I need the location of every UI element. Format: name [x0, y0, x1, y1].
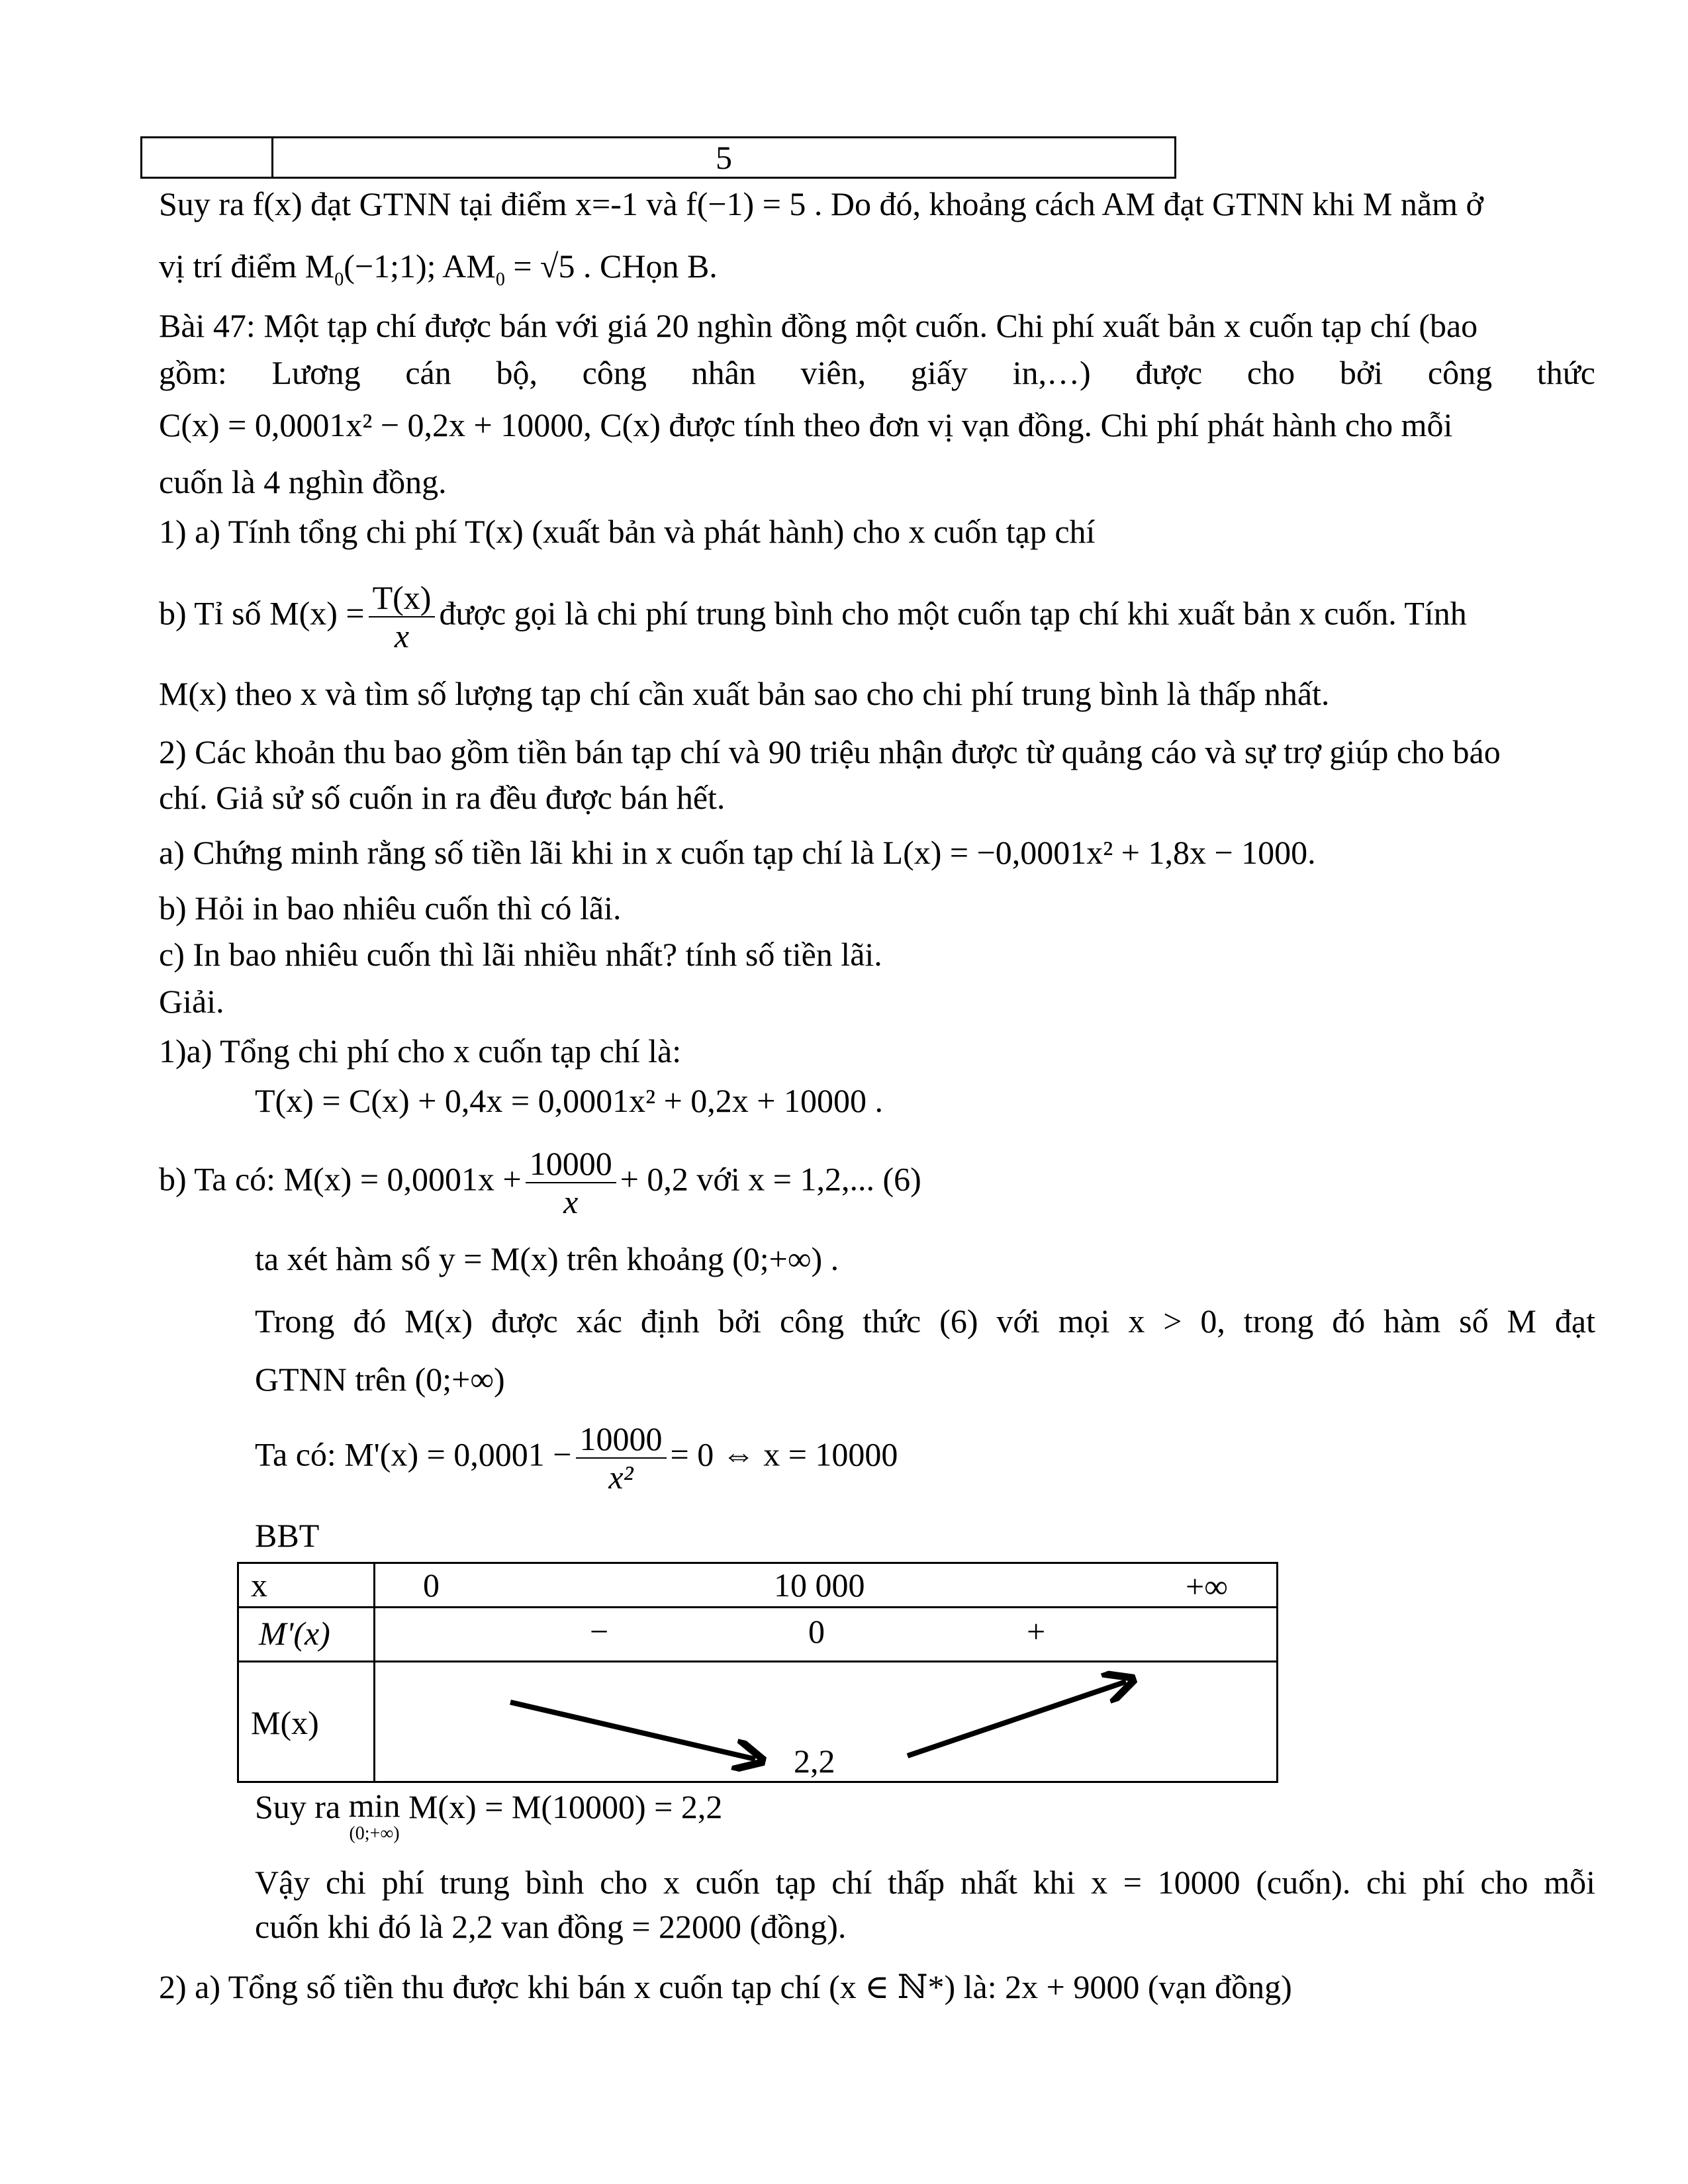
- derivative-sign: −: [590, 1613, 609, 1650]
- fraction: [526, 1145, 616, 1220]
- variation-table: [237, 1562, 1278, 1783]
- denominator: x²: [608, 1459, 633, 1496]
- text: b) Tỉ số M(x) =: [159, 594, 365, 632]
- text-line: Trong đó M(x) được xác định bởi công thức (6) với mọi x > 0, trong đó hàm số M đạt: [255, 1302, 1595, 1340]
- text-line: 2) a) Tổng số tiền thu được khi bán x cuốn tạp chí (x ∈ ℕ*) là: 2x + 9000 (vạn đồng): [159, 1968, 1292, 2005]
- decreasing-arrow: [510, 1702, 755, 1759]
- text-line: Vậy chi phí trung bình cho x cuốn tạp chí thấp nhất khi x = 10000 (cuốn). chi phí cho mỗi: [255, 1864, 1595, 1901]
- text: + 0,2 với x = 1,2,... (6): [620, 1160, 921, 1198]
- text-line: c) In bao nhiêu cuốn thì lãi nhiều nhất? tính số tiền lãi.: [159, 936, 882, 973]
- row-label-function: M(x): [251, 1704, 319, 1741]
- numerator: 10000: [576, 1420, 667, 1459]
- text-line: Giải.: [159, 983, 224, 1020]
- text-line: GTNN trên (0;+∞): [255, 1361, 505, 1398]
- text: vị trí điểm M: [159, 248, 335, 285]
- min-value: 2,2: [794, 1743, 835, 1780]
- formula-line: [255, 1787, 722, 1844]
- text: = √5 . CHọn B.: [504, 248, 718, 285]
- numerator: 10000: [526, 1145, 616, 1183]
- variation-arrows: [239, 1564, 1280, 1785]
- text: b) Ta có: M(x) = 0,0001x +: [159, 1160, 522, 1198]
- text-line: Bài 47: Một tạp chí được bán với giá 20 nghìn đồng một cuốn. Chi phí xuất bản x cuốn tạp chí (bao: [159, 307, 1478, 344]
- text-line: 1) a) Tính tổng chi phí T(x) (xuất bản và phát hành) cho x cuốn tạp chí: [159, 513, 1096, 550]
- text-line: gồm: Lương cán bộ, công nhân viên, giấy in,…) được cho bởi công thức: [159, 354, 1595, 391]
- text: = 0 ⇔ x = 10000: [670, 1435, 898, 1473]
- text-line: cuốn là 4 nghìn đồng.: [159, 463, 447, 500]
- text: được gọi là chi phí trung bình cho một cuốn tạp chí khi xuất bản x cuốn. Tính: [439, 594, 1467, 632]
- text-line: cuốn khi đó là 2,2 van đồng = 22000 (đồng).: [255, 1908, 847, 1945]
- x-value: 0: [423, 1567, 440, 1604]
- table-cell-value: 5: [273, 138, 1176, 178]
- derivative-zero: 0: [808, 1613, 825, 1650]
- text: M(x) = M(10000) = 2,2: [408, 1788, 723, 1825]
- fraction: [369, 579, 436, 655]
- text-line: a) Chứng minh rằng số tiền lãi khi in x cuốn tạp chí là L(x) = −0,0001x² + 1,8x − 1000.: [159, 834, 1316, 871]
- text-line: C(x) = 0,0001x² − 0,2x + 10000, C(x) được tính theo đơn vị vạn đồng. Chi phí phát hành cho mỗi: [159, 406, 1453, 443]
- text-line: Suy ra f(x) đạt GTNN tại điểm x=-1 và f(−1) = 5 . Do đó, khoảng cách AM đạt GTNN khi M nằm ở: [159, 185, 1483, 222]
- text-line: M(x) theo x và tìm số lượng tạp chí cần xuất bản sao cho chi phí trung bình là thấp nhất.: [159, 675, 1330, 712]
- row-label-x: x: [251, 1567, 267, 1604]
- heading-bbt: BBT: [255, 1517, 320, 1554]
- text: Ta có: M'(x) = 0,0001 −: [255, 1435, 572, 1473]
- text-line: [159, 579, 1467, 655]
- text-line: chí. Giả sử số cuốn in ra đều được bán hết.: [159, 779, 726, 816]
- formula-line: T(x) = C(x) + 0,4x = 0,0001x² + 0,2x + 10000 .: [255, 1082, 883, 1119]
- increasing-arrow: [908, 1682, 1126, 1756]
- min-domain: (0;+∞): [349, 1823, 400, 1844]
- text: Suy ra: [255, 1788, 341, 1825]
- formula-line: [255, 1420, 898, 1496]
- fraction: [576, 1420, 667, 1496]
- subscript: 0: [495, 269, 505, 290]
- text: (−1;1); AM: [344, 248, 496, 285]
- subscript: 0: [334, 269, 344, 290]
- formula-line: [159, 1145, 921, 1220]
- min-operator: [349, 1787, 400, 1844]
- text-line: 1)a) Tổng chi phí cho x cuốn tạp chí là:: [159, 1032, 682, 1069]
- text-line: 2) Các khoản thu bao gồm tiền bán tạp chí và 90 triệu nhận được từ quảng cáo và sự trợ giúp cho báo: [159, 733, 1501, 770]
- text-line: b) Hỏi in bao nhiêu cuốn thì có lãi.: [159, 889, 622, 927]
- text-line: ta xét hàm số y = M(x) trên khoảng (0;+∞) .: [255, 1240, 839, 1277]
- previous-table-fragment: [140, 136, 1176, 179]
- row-label-derivative: M'(x): [259, 1615, 330, 1652]
- derivative-sign: +: [1027, 1613, 1046, 1650]
- min-label: min: [348, 1787, 400, 1824]
- table-cell-empty: [142, 138, 273, 178]
- x-value: 10 000: [774, 1567, 865, 1604]
- numerator: T(x): [369, 579, 436, 617]
- text-line: [159, 246, 718, 300]
- x-value: +∞: [1186, 1568, 1228, 1605]
- denominator: x: [563, 1183, 579, 1220]
- denominator: x: [394, 617, 410, 655]
